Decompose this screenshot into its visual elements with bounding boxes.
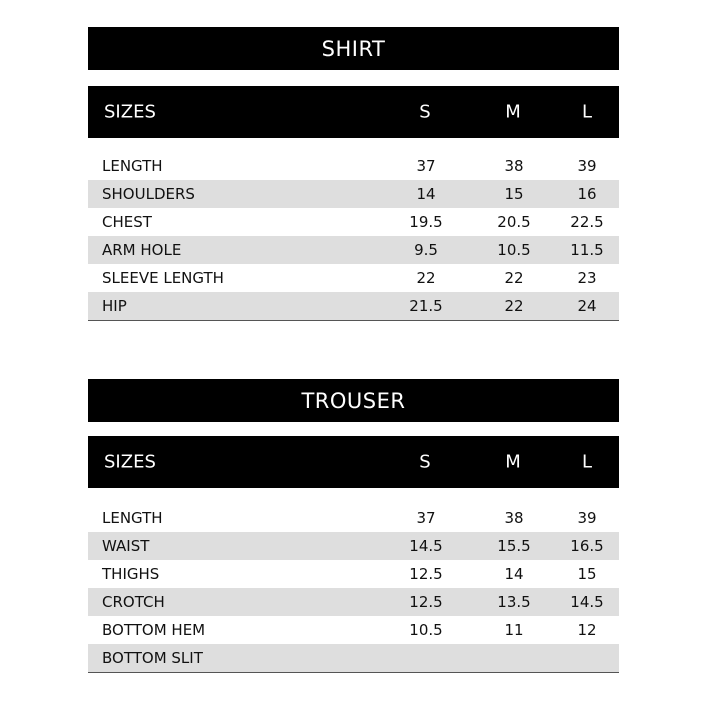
- shirt-header-s: S: [419, 101, 431, 123]
- table-row: [88, 208, 619, 236]
- table-row: [88, 236, 619, 264]
- table-row: [88, 504, 619, 532]
- row-label: LENGTH: [102, 509, 163, 527]
- value-l: 15: [577, 565, 597, 583]
- value-l: 14.5: [570, 593, 604, 611]
- value-m: 10.5: [497, 241, 531, 259]
- value-s: 14: [416, 185, 436, 203]
- row-label: SHOULDERS: [102, 185, 195, 203]
- shirt-title-bar: [88, 27, 619, 70]
- table-row: [88, 152, 619, 180]
- value-m: 14: [504, 565, 524, 583]
- value-l: 16: [577, 185, 597, 203]
- value-s: 9.5: [414, 241, 438, 259]
- value-l: 39: [577, 509, 597, 527]
- value-m: 22: [504, 269, 524, 287]
- row-label: SLEEVE LENGTH: [102, 269, 224, 287]
- value-l: 39: [577, 157, 597, 175]
- value-s: 19.5: [409, 213, 443, 231]
- row-label: CHEST: [102, 213, 152, 231]
- value-l: 11.5: [570, 241, 604, 259]
- table-row: [88, 264, 619, 292]
- row-label: CROTCH: [102, 593, 165, 611]
- trouser-title-bar: [88, 379, 619, 422]
- table-row: [88, 560, 619, 588]
- row-label: THIGHS: [102, 565, 160, 583]
- row-label: HIP: [102, 297, 127, 315]
- value-m: 20.5: [497, 213, 531, 231]
- shirt-header-l: L: [581, 101, 593, 123]
- value-m: 38: [504, 157, 524, 175]
- row-label: ARM HOLE: [102, 241, 182, 259]
- value-s: 37: [416, 157, 436, 175]
- value-m: 38: [504, 509, 524, 527]
- value-s: 21.5: [409, 297, 443, 315]
- shirt-header-sizes: SIZES: [104, 101, 156, 123]
- shirt-header-row: [88, 86, 619, 138]
- table-row: [88, 532, 619, 560]
- table-row: [88, 292, 619, 320]
- shirt-size-table: [88, 152, 619, 321]
- value-m: 13.5: [497, 593, 531, 611]
- table-row: [88, 616, 619, 644]
- row-label: BOTTOM HEM: [102, 621, 206, 639]
- table-row: [88, 644, 619, 672]
- row-label: WAIST: [102, 537, 150, 555]
- value-m: 15.5: [497, 537, 531, 555]
- shirt-title: SHIRT: [321, 36, 386, 61]
- value-l: 16.5: [570, 537, 604, 555]
- row-label: BOTTOM SLIT: [102, 649, 203, 667]
- value-m: 15: [504, 185, 524, 203]
- value-s: 10.5: [409, 621, 443, 639]
- trouser-header-l: L: [581, 451, 593, 473]
- value-l: 24: [577, 297, 597, 315]
- value-m: 22: [504, 297, 524, 315]
- value-m: 11: [504, 621, 524, 639]
- value-l: 23: [577, 269, 597, 287]
- trouser-header-sizes: SIZES: [104, 451, 156, 473]
- trouser-header-s: S: [419, 451, 431, 473]
- value-s: 22: [416, 269, 436, 287]
- trouser-header-row: [88, 436, 619, 488]
- value-l: 12: [577, 621, 597, 639]
- trouser-header-m: M: [505, 451, 521, 473]
- shirt-header-m: M: [505, 101, 521, 123]
- trouser-size-table: [88, 504, 619, 673]
- value-s: 37: [416, 509, 436, 527]
- table-row: [88, 180, 619, 208]
- value-s: 12.5: [409, 593, 443, 611]
- value-s: 12.5: [409, 565, 443, 583]
- value-l: 22.5: [570, 213, 604, 231]
- value-s: 14.5: [409, 537, 443, 555]
- trouser-title: TROUSER: [301, 388, 406, 413]
- row-label: LENGTH: [102, 157, 163, 175]
- table-row: [88, 588, 619, 616]
